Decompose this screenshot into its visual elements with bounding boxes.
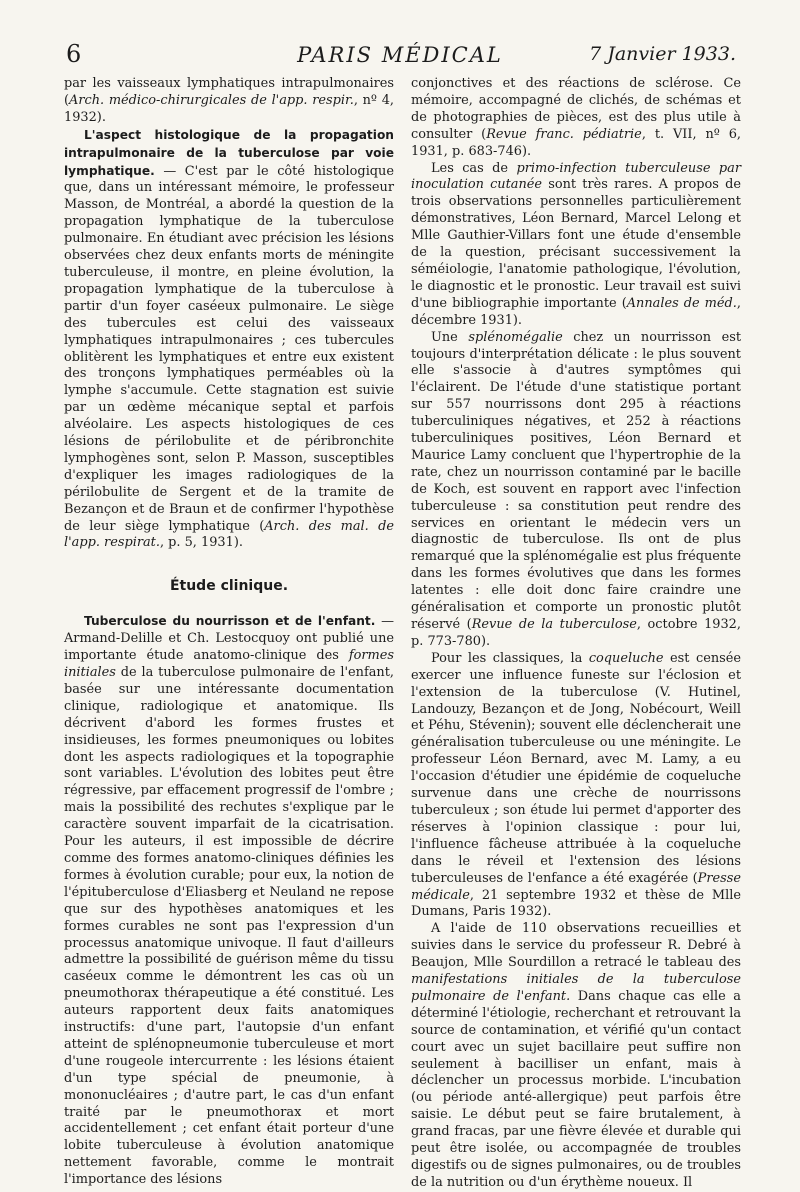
text-run: Les cas de	[431, 160, 517, 176]
text-run: Une	[431, 329, 469, 345]
citation: Revue de la tuberculose	[471, 617, 637, 632]
text-run: , nº 4, 1932).	[64, 92, 394, 125]
text-run: par les vaisseaux lymphatiques intrapulmonaires (	[64, 76, 394, 108]
journal-title: PARIS MÉDICAL	[297, 43, 503, 67]
paragraph	[411, 651, 741, 922]
paragraph	[411, 330, 741, 651]
paragraph	[411, 161, 741, 330]
text-run: Pour les classiques, la	[431, 650, 589, 666]
text-run: , p. 5, 1931).	[159, 535, 243, 551]
paragraph	[64, 613, 394, 1189]
paragraph	[64, 76, 394, 127]
left-column	[64, 76, 394, 1189]
run-in-heading: L'aspect histologique de la propagation intrapulmonaire de la tuberculose par voie lymphatique.	[64, 127, 394, 178]
issue-date: 7 Janvier 1933.	[589, 43, 736, 65]
emphasis: splénomégalie	[468, 329, 563, 345]
emphasis: manifestations initiales de la tuberculose pulmonaire de l'enfant.	[411, 972, 741, 1004]
text-run: conjonctives et des réactions de sclérose. Ce mémoire, accompagné de clichés, de schémas et de photographies de pièces, est des plus utile à consulter (	[411, 76, 741, 142]
citation: Arch. des mal. de l'app. respirat.	[64, 518, 394, 551]
text-run: — Armand-Delille et Ch. Lestocquoy ont publié une importante étude anatomo-clinique des	[64, 614, 394, 664]
text-run: chez un nourrisson est toujours d'interprétation délicate : le plus souvent elle s'associe à d'autres symptômes qui l'éclairent. De l'étude d'une statistique portant sur 557 nourrissons dont 295 à réactions tuberculiniques négatives, et 252 à réactions tuberculiniques positives, Léon Bernard et Maurice Lamy concluent que l'hypertrophie de la rate, chez un nourrisson contaminé par le bacille de Koch, est souvent en rapport avec l'infection tuberculeuse : sa constitution peut rendre des services en orientant le médecin vers un diagnostic de tuberculose. Ils ont de plus remarqué que la splénomégalie est plus fréquente dans les formes évolutives que dans les formes latentes : elle doit donc faire craindre une généralisation et comporte un pronostic plutôt réservé (	[411, 329, 741, 632]
text-run: de la tuberculose pulmonaire de l'enfant, basée sur une intéressante documentation clinique, radiologique et anatomique. Ils décrivent d'abord les formes frustes et insidieuses, les formes pneumoniques ou lobites dont les aspects radiologiques et la topographie sont variables. L'évolution des lobites peut être régressive, par effacement progressif de l'ombre ; mais la possibilité des rechutes s'explique par le caractère souvent imparfait de la cicatrisation. Pour les auteurs, il est impossible de décrire comme des formes anatomo-cliniques définies les formes à évolution curable; pour eux, la notion de l'épituberculose d'Eliasberg et Neuland ne repose que sur des hypothèses anatomiques et les formes curables ne sont pas l'expression d'un processus anatomique univoque. Il faut d'ailleurs admettre la possibilité de guérison même du tissu caséeux comme le démontrent les cas où un pneumothorax thérapeutique a été constitué. Les auteurs rapportent deux faits anatomiques instructifs: d'une part, l'autopsie d'un enfant atteint de splénopneumonie tuberculeuse et mort d'une rougeole intercurrente : les lésions étaient d'un type spécial de pneumonie, à mononucléaires ; d'autre part, le cas d'un enfant traité par le pneumothorax et mort accidentellement ; cet enfant était porteur d'une lobite tuberculeuse à évolution anatomique nettement favorable, comme le montrait l'importance des lésions	[64, 665, 394, 1188]
run-in-heading: Tuberculose du nourrisson et de l'enfant.	[84, 614, 376, 629]
section-title: Étude clinique.	[169, 578, 289, 595]
emphasis: formes initiales	[64, 648, 394, 680]
text-run: , t. VII, nº 6, 1931, p. 683-746).	[411, 126, 742, 159]
citation: Revue franc. pédiatrie	[486, 126, 642, 142]
text-run: , décembre 1931).	[411, 295, 741, 328]
running-header	[60, 40, 740, 76]
text-run: Dans chaque cas elle a déterminé l'étiologie, recherchant et retrouvant la source de contamination, et vérifié qu'un contact court avec un sujet bacillaire peut suffire non seulement à bacilliser un enfant, mais à déclencher un processus morbide. L'incubation (ou période anté-allergique) peut parfois être saisie. Le début peut se faire brutalement, à grand fracas, par une fièvre élevée et durable qui peut être isolée, ou accompagnée de troubles digestifs ou de signes pulmonaires, ou de troubles de la nutrition ou d'un érythème noueux. Il	[411, 988, 742, 1190]
text-run: sont très rares. A propos de trois observations personnelles particulièrement démonstratives, Léon Bernard, Marcel Lelong et Mlle Gauthier-Villars font une étude d'ensemble de la question, précisant successivement la séméiologie, l'anatomie pathologique, l'évolution, le diagnostic et le pronostic. Leur travail est suivi d'une bibliographie importante (	[411, 177, 741, 311]
citation: Presse médicale	[411, 870, 741, 903]
paragraph	[411, 76, 741, 161]
text-run: A l'aide de 110 observations recueillies et suivies dans le service du professeur R. Debré à Beaujon, Mlle Sourdillon a retracé le tableau des	[411, 921, 741, 971]
paragraph	[64, 127, 394, 553]
text-run: est censée exercer une influence funeste sur l'éclosion et l'extension de la tuberculose (V. Hutinel, Landouzy, Bezançon et de Jong, Nobécourt, Weill et Péhu, Stévenin); souvent elle déclencherait une généralisation tuberculeuse ou une méningite. Le professeur Léon Bernard, avec M. Lamy, a eu l'occasion d'étudier une épidémie de coqueluche survenue dans une crèche de nourrissons tuberculeux ; son étude lui permet d'apporter des réserves à l'opinion classique : pour lui, l'influence fâcheuse attribuée à la coqueluche dans le réveil et l'extension des lésions tuberculeuses de l'enfance a été exagérée (	[411, 650, 741, 886]
text-run: , 21 septembre 1932 et thèse de Mlle Dumans, Paris 1932).	[411, 887, 741, 920]
emphasis: coqueluche	[588, 650, 664, 666]
page-number: 6	[66, 40, 82, 68]
citation: Annales de méd.	[626, 295, 737, 311]
right-column	[411, 76, 741, 1192]
paragraph	[411, 921, 741, 1192]
citation: Arch. médico-chirurgicales de l'app. respir.	[69, 92, 354, 108]
text-run: , octobre 1932, p. 773-780).	[411, 617, 741, 649]
emphasis: primo-infection tuberculeuse par inoculation cutanée	[411, 160, 741, 193]
text-run: — C'est par le côté histologique que, dans un intéressant mémoire, le professeur Masson, de Montréal, a abordé la question de la propagation lymphatique de la tuberculose pulmonaire. En étudiant avec précision les lésions observées chez deux enfants morts de méningite tuberculeuse, il montre, en pleine évolution, la propagation lymphatique de la tuberculose à partir d'un foyer caséeux pulmonaire. Le siège des tubercules est celui des vaisseaux lymphatiques intrapulmonaires ; ces tubercules oblitèrent les lymphatiques et entre eux existent des tronçons lymphatiques perméables où la lymphe s'accumule. Cette stagnation est suivie par un œdème mécanique septal et parfois alvéolaire. Les aspects histologiques de ces lésions de périlobulite et de péribronchite lymphogènes sont, selon P. Masson, susceptibles d'expliquer les images radiologiques de la périlobulite de Sergent et de la tramite de Bezançon et de Braun et de confirmer l'hypothèse de leur siège lymphatique (	[64, 163, 394, 534]
